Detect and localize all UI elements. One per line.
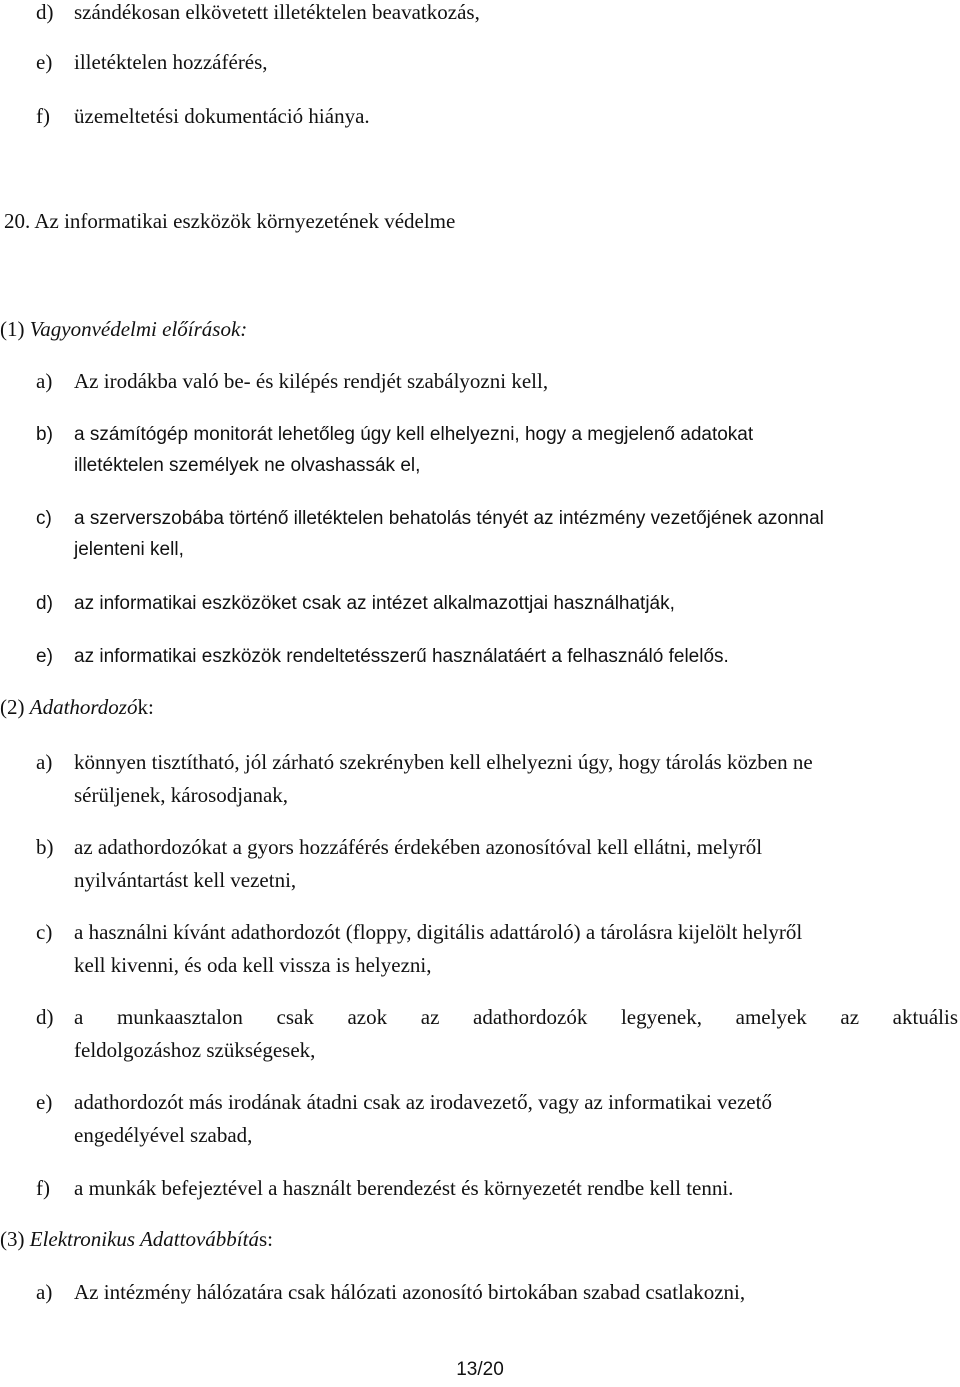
list-item-text: az adathordozókat a gyors hozzáférés érdekében azonosítóval kell ellátni, melyről (74, 835, 763, 859)
list-label: c) (36, 508, 52, 529)
subsection-number: (3) (0, 1227, 25, 1251)
list-item-text-cont: nyilvántartást kell vezetni, (74, 868, 297, 892)
subsection-name: Vagyonvédelmi előírások: (29, 317, 248, 341)
list-item-text-cont: kell kivenni, és oda kell vissza is helyezni, (74, 953, 432, 977)
subsection-number: (2) (0, 695, 25, 719)
list-item-text: a szerverszobába történő illetéktelen behatolás tényét az intézmény vezetőjének azonnal (74, 508, 824, 529)
subsection-title (0, 315, 247, 343)
list-item-text: üzemeltetési dokumentáció hiánya. (74, 104, 370, 128)
section-heading: 20. Az informatikai eszközök környezetének védelme (4, 209, 456, 233)
subsection-title (0, 1225, 273, 1253)
list-item-text-cont: sérüljenek, károsodjanak, (74, 783, 289, 807)
subsection-name: Adathordozó (29, 695, 138, 719)
list-item-text: a használni kívánt adathordozót (floppy, digitális adattároló) a tárolásra kijelölt helyről (74, 920, 803, 944)
list-item-text: adathordozót más irodának átadni csak az irodavezető, vagy az informatikai vezető (74, 1090, 772, 1114)
list-item-text-cont: engedélyével szabad, (74, 1123, 253, 1147)
list-label: e) (36, 1090, 53, 1114)
page-number: 13/20 (456, 1359, 504, 1380)
list-label: d) (36, 0, 54, 24)
list-item-text: szándékosan elkövetett illetéktelen beavatkozás, (74, 0, 480, 24)
subsection-number: (1) (0, 317, 25, 341)
subsection-title (0, 693, 154, 721)
subsection-name-tail: k: (137, 695, 154, 719)
list-item-text-cont: feldolgozáshoz szükségesek, (74, 1038, 316, 1062)
list-label: b) (36, 424, 53, 445)
list-label: a) (36, 750, 53, 774)
list-item-text: a munkaasztalon csak azok az adathordozók legyenek, amelyek az aktuális (74, 1005, 958, 1029)
list-label: e) (36, 50, 53, 74)
list-label: c) (36, 920, 53, 944)
list-item-text: illetéktelen hozzáférés, (74, 50, 268, 74)
list-label: d) (36, 593, 53, 614)
list-item-text: Az irodákba való be- és kilépés rendjét szabályozni kell, (74, 369, 549, 393)
list-item-text: az informatikai eszközöket csak az intézet alkalmazottjai használhatják, (74, 593, 675, 614)
list-label: f) (36, 1176, 50, 1200)
subsection-name-tail: s: (258, 1227, 273, 1251)
list-label: b) (36, 835, 54, 859)
list-label: e) (36, 646, 53, 667)
list-item-text: Az intézmény hálózatára csak hálózati azonosító birtokában szabad csatlakozni, (74, 1280, 746, 1304)
list-item-text: a számítógép monitorát lehetőleg úgy kell elhelyezni, hogy a megjelenő adatokat (74, 424, 754, 445)
list-label: a) (36, 1280, 53, 1304)
subsection-name: Elektronikus Adattovábbítá (29, 1227, 259, 1251)
list-label: a) (36, 369, 53, 393)
list-item-text: könnyen tisztítható, jól zárható szekrényben kell elhelyezni úgy, hogy tárolás közben ne (74, 750, 813, 774)
list-item-text-cont: jelenteni kell, (74, 539, 184, 560)
list-item-text-cont: illetéktelen személyek ne olvashassák el, (74, 455, 421, 476)
list-item-text: a munkák befejeztével a használt berendezést és környezetét rendbe kell tenni. (74, 1176, 734, 1200)
list-item-text: az informatikai eszközök rendeltetésszerű használatáért a felhasználó felelős. (74, 646, 729, 667)
list-label: d) (36, 1005, 54, 1029)
list-label: f) (36, 104, 50, 128)
